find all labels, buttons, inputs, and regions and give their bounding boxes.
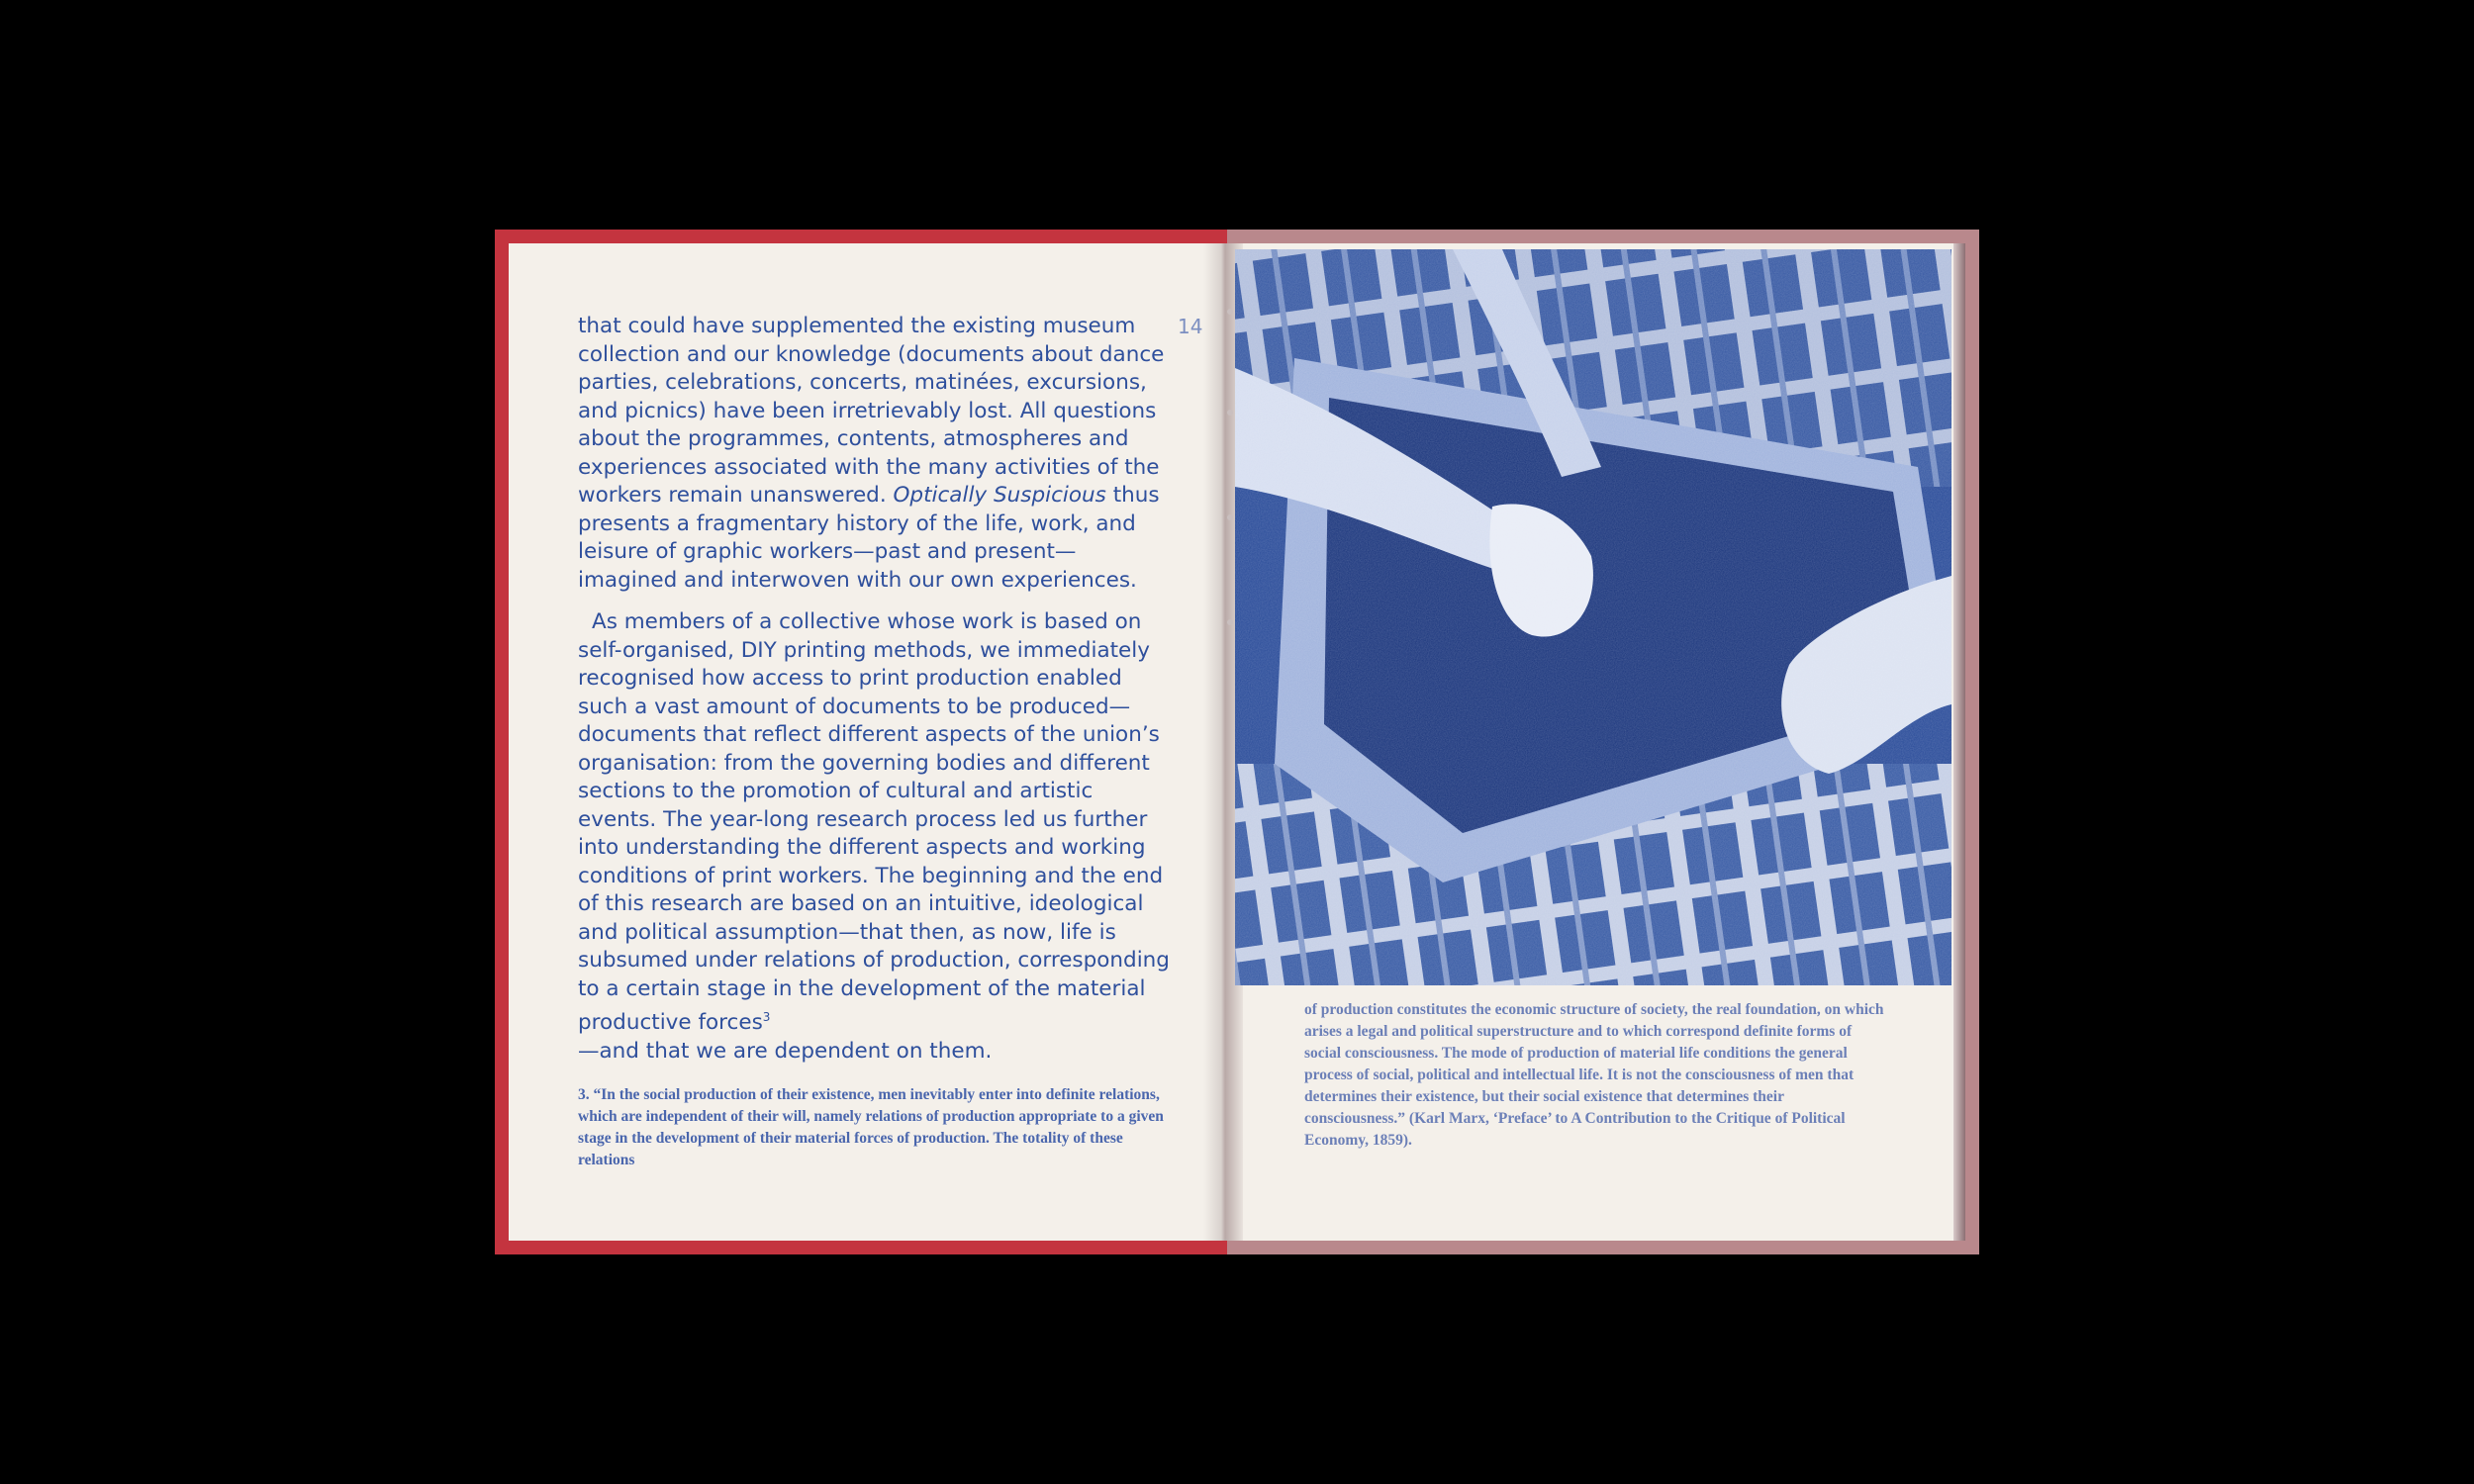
binding-stitch xyxy=(1227,514,1233,520)
photo-grain xyxy=(1235,249,1951,985)
paragraph-2-end: —and that we are dependent on them. xyxy=(578,1038,993,1064)
page-number: 14 xyxy=(1178,315,1203,338)
binding-stitch xyxy=(1227,410,1233,416)
paragraph-2 xyxy=(578,608,1172,1066)
book-title-italic: Optically Suspicious xyxy=(893,483,1106,508)
binding-stitch xyxy=(1227,309,1233,315)
footnote-marker: 3 xyxy=(762,1010,771,1024)
paragraph-2-text: As members of a collective whose work is based on self-organised, DIY printing methods, we immediately recognised how access to print production enabled such a vast amount of documents to be produced—documents that reflect different aspects of the union’s organisation: from the governing bodies and different sections to the promotion of cultural and artistic events. The year-long research process led us further into understanding the different aspects and working conditions of print workers. The beginning and the end of this research are based on an intuitive, ideological and political assumption—that then, as now, life is subsumed under relations of production, corresponding to a certain stage in the development of the material productive forces xyxy=(578,609,1170,1036)
footnote-left: 3. “In the social production of their existence, men inevitably enter into definite relations, which are independent of their will, namely relations of production appropriate to a given stage in the development of their material forces of production. The totality of these relations xyxy=(578,1086,1164,1168)
body-text xyxy=(578,313,1172,1066)
screen-printing-photo xyxy=(1235,249,1951,985)
paragraph-1 xyxy=(578,313,1172,595)
binding-stitch xyxy=(1227,619,1233,625)
paragraph-1-text: that could have supplemented the existing museum collection and our knowledge (documents about dance parties, celebrations, concerts, matinées, excursions, and picnics) have been irretrievably lost. All questions about the programmes, contents, atmospheres and experiences associated with the many activities of the workers remain unanswered. xyxy=(578,314,1165,508)
page-edge xyxy=(1953,243,1965,1241)
footnote-right: of production constitutes the economic structure of society, the real foundation, on which arises a legal and political superstructure and to which correspond definite forms of social consciousness. The mode of production of material life conditions the general process of social, political and intellectual life. It is not the consciousness of men that determines their existence, but their social existence that determines their consciousness.” (Karl Marx, ‘Preface’ to A Contribution to the Critique of Political Economy, 1859). xyxy=(1304,1001,1884,1149)
paragraph-1-continuation: thus presents a fragmentary history of the life, work, and leisure of graphic workers—past and present—imagined and interwoven with our own experiences. xyxy=(578,483,1160,593)
